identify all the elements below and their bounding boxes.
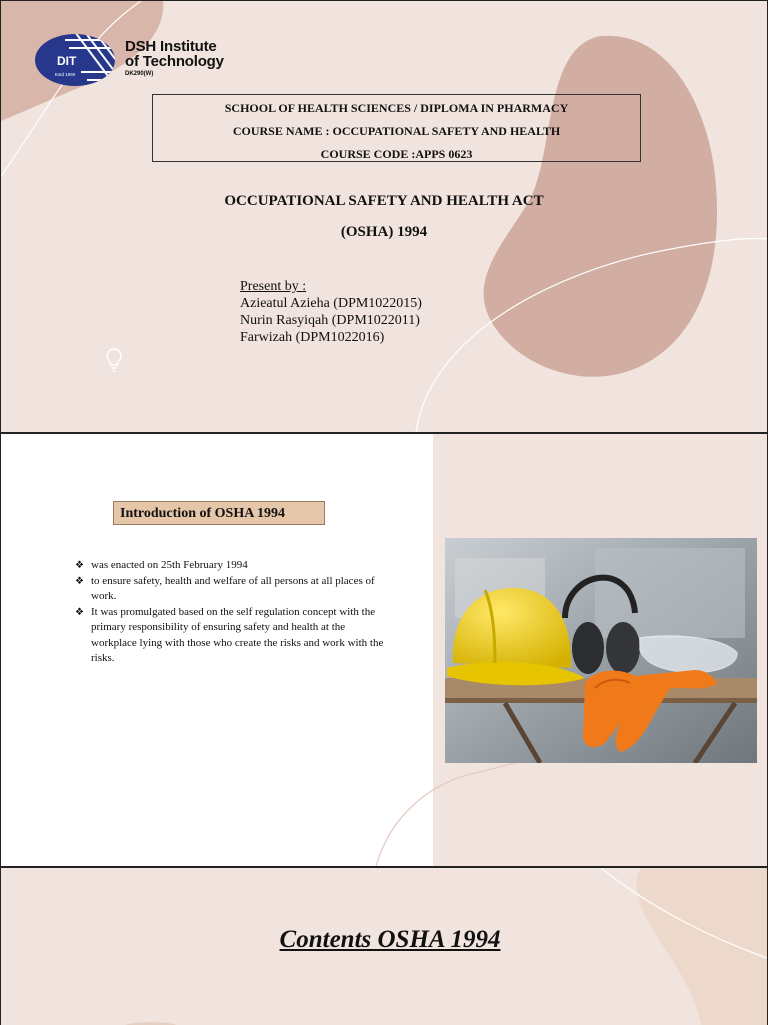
institute-name-line1: DSH Institute	[125, 38, 217, 55]
list-item	[75, 605, 385, 667]
dit-globe-icon	[35, 32, 120, 88]
contents-slide	[0, 867, 768, 1025]
intro-bullet-list	[75, 558, 385, 667]
institute-name	[125, 39, 224, 77]
presenter-name: Nurin Rasyiqah (DPM1022011)	[240, 313, 420, 328]
contents-title: Contents OSHA 1994	[279, 926, 501, 953]
lightbulb-icon	[105, 347, 123, 373]
course-info-box	[152, 94, 641, 162]
course-code: COURSE CODE :APPS 0623	[320, 147, 473, 161]
course-school: SCHOOL OF HEALTH SCIENCES / DIPLOMA IN PHARMACY	[224, 101, 569, 115]
presenters-label: Present by :	[240, 279, 307, 294]
bullet-text: to ensure safety, health and welfare of all persons at all places of work.	[91, 574, 375, 602]
act-title-line1: OCCUPATIONAL SAFETY AND HEALTH ACT	[224, 193, 544, 209]
bullet-text: It was promulgated based on the self regulation concept with the primary responsibility of ensuring safety and health at the workplace lying with those who create the risks and work with the risks.	[91, 605, 384, 664]
institute-name-line2: of Technology	[125, 53, 224, 70]
logo-badge-sub: Estd 1990	[55, 72, 76, 77]
presenter-name: Azieatul Azieha (DPM1022015)	[240, 296, 422, 311]
safety-equipment-photo	[445, 538, 757, 763]
diamond-bullet-icon: ❖	[75, 606, 84, 618]
list-item	[75, 558, 385, 574]
list-item	[75, 574, 385, 605]
course-name: COURSE NAME : OCCUPATIONAL SAFETY AND HEALTH	[232, 124, 561, 138]
bullet-text: was enacted on 25th February 1994	[91, 559, 248, 571]
title-slide	[0, 0, 768, 433]
diamond-bullet-icon: ❖	[75, 560, 84, 571]
logo-badge-text: DIT	[57, 54, 77, 68]
presenter-name: Farwizah (DPM1022016)	[240, 330, 385, 345]
intro-heading: Introduction of OSHA 1994	[113, 501, 325, 525]
institute-reg: DK290(W)	[125, 71, 154, 77]
presenters	[240, 278, 422, 346]
introduction-slide	[0, 433, 768, 867]
diamond-bullet-icon: ❖	[75, 575, 84, 587]
act-title-line2: (OSHA) 1994	[340, 224, 428, 240]
